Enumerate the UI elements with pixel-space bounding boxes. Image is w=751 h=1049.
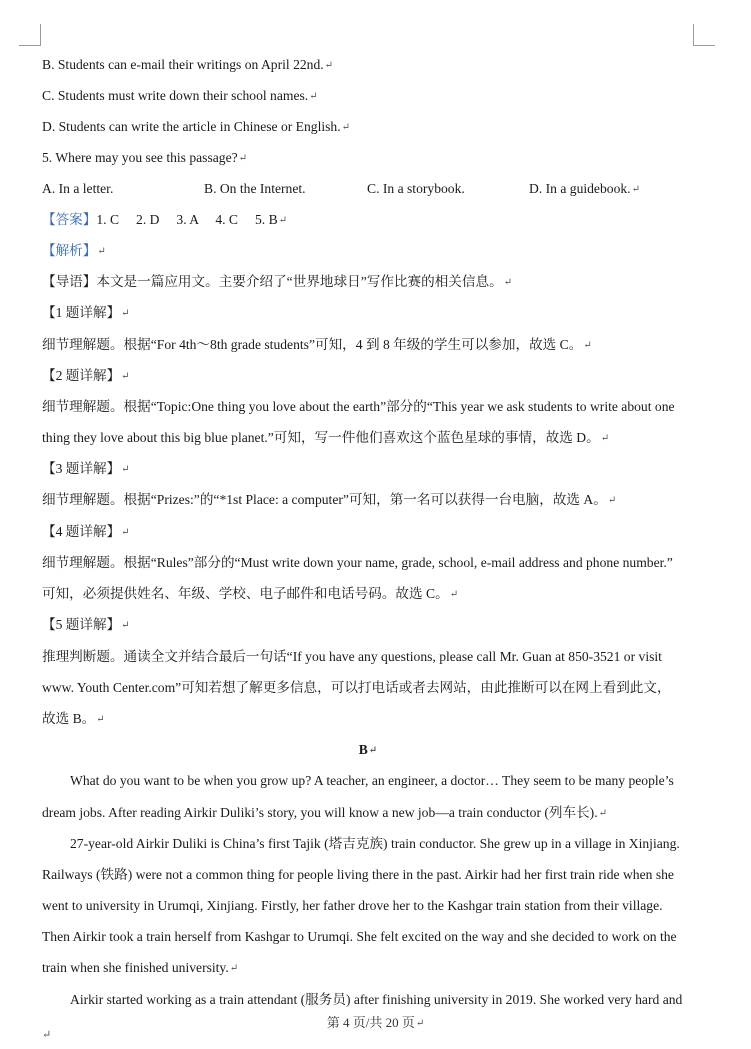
detail-4-text-2: 可知，必须提供姓名、年级、学校、电子邮件和电话号码。故选 C。↵ — [42, 586, 459, 601]
crop-mark-left-v — [40, 24, 41, 45]
q5-option-a: A. In a letter. — [42, 181, 114, 196]
passage-p2-line4: Then Airkir took a train herself from Kashgar to Urumqi. She felt excited on the way and she decided to work on the — [42, 929, 677, 944]
passage-p1-line2: dream jobs. After reading Airkir Duliki’s story, you will know a new job—a train conductor (列车长).↵ — [42, 805, 607, 820]
detail-3-heading: 【3 题详解】↵ — [42, 461, 130, 476]
passage-p2-line2: Railways (铁路) were not a common thing for people living there in the past. Airkir had her first train ride when she — [42, 867, 674, 882]
detail-5-text-1: 推理判断题。通读全文并结合最后一句话“If you have any questions, please call Mr. Guan at 850-3521 or visit — [42, 649, 662, 664]
question-5: 5. Where may you see this passage?↵ — [42, 150, 248, 165]
option-d: D. Students can write the article in Chinese or English.↵ — [42, 119, 351, 134]
crop-mark-right-v — [693, 24, 694, 45]
answer-tag: 【答案】 — [42, 212, 97, 227]
passage-p3-line1: Airkir started working as a train attendant (服务员) after finishing university in 2019. She worked very hard and — [70, 992, 683, 1007]
return-mark: ↵ — [42, 1029, 52, 1041]
detail-5-text-3: 故选 B。↵ — [42, 711, 105, 726]
detail-5-text-2: www. Youth Center.com”可知若想了解更多信息，可以打电话或者去网站，由此推断可以在网上看到此文， — [42, 680, 671, 695]
page-footer: 第 4 页/共 20 页↵ — [326, 1015, 425, 1030]
crop-mark-right-h — [693, 45, 715, 46]
q5-option-b: B. On the Internet. — [204, 181, 306, 196]
detail-3-text: 细节理解题。根据“Prizes:”的“*1st Place: a computer”可知，第一名可以获得一台电脑，故选 A。↵ — [42, 492, 617, 507]
answer-values: 1. C 2. D 3. A 4. C 5. B — [96, 212, 278, 227]
q5-option-d: D. In a guidebook.↵ — [529, 181, 640, 196]
analysis-heading: 【解析】↵ — [42, 243, 106, 258]
detail-2-text-2: thing they love about this big blue planet.”可知，写一件他们喜欢这个蓝色星球的事情，故选 D。↵ — [42, 430, 610, 445]
passage-p2-line5: train when she finished university.↵ — [42, 960, 239, 975]
option-c: C. Students must write down their school names.↵ — [42, 88, 318, 103]
detail-4-heading: 【4 题详解】↵ — [42, 524, 130, 539]
passage-p2-line1: 27-year-old Airkir Duliki is China’s first Tajik (塔吉克族) train conductor. She grew up in a village in Xinjiang. — [70, 836, 680, 851]
detail-2-heading: 【2 题详解】↵ — [42, 368, 130, 383]
guide-text: 【导语】本文是一篇应用文。主要介绍了“世界地球日”写作比赛的相关信息。↵ — [42, 274, 513, 289]
detail-1-heading: 【1 题详解】↵ — [42, 305, 130, 320]
detail-2-text-1: 细节理解题。根据“Topic:One thing you love about the earth”部分的“This year we ask students to write about one — [42, 399, 675, 414]
option-b: B. Students can e-mail their writings on April 22nd.↵ — [42, 57, 334, 72]
answer-line: 【答案】1. C 2. D 3. A 4. C 5. B↵ — [42, 212, 288, 227]
passage-p2-line3: went to university in Urumqi, Xinjiang. Firstly, her father drove her to the Kashgar train station from their village. — [42, 898, 663, 913]
passage-p1-line1: What do you want to be when you grow up? A teacher, an engineer, a doctor… They seem to be many people’s — [70, 773, 674, 788]
detail-4-text-1: 细节理解题。根据“Rules”部分的“Must write down your name, grade, school, e-mail address and phone number.” — [42, 555, 673, 570]
detail-5-heading: 【5 题详解】↵ — [42, 617, 130, 632]
detail-1-text: 细节理解题。根据“For 4th～8th grade students”可知，4 到 8 年级的学生可以参加，故选 C。↵ — [42, 337, 592, 352]
crop-mark-left-h — [19, 45, 41, 46]
section-heading-b: B↵ — [358, 742, 378, 757]
q5-option-c: C. In a storybook. — [367, 181, 465, 196]
